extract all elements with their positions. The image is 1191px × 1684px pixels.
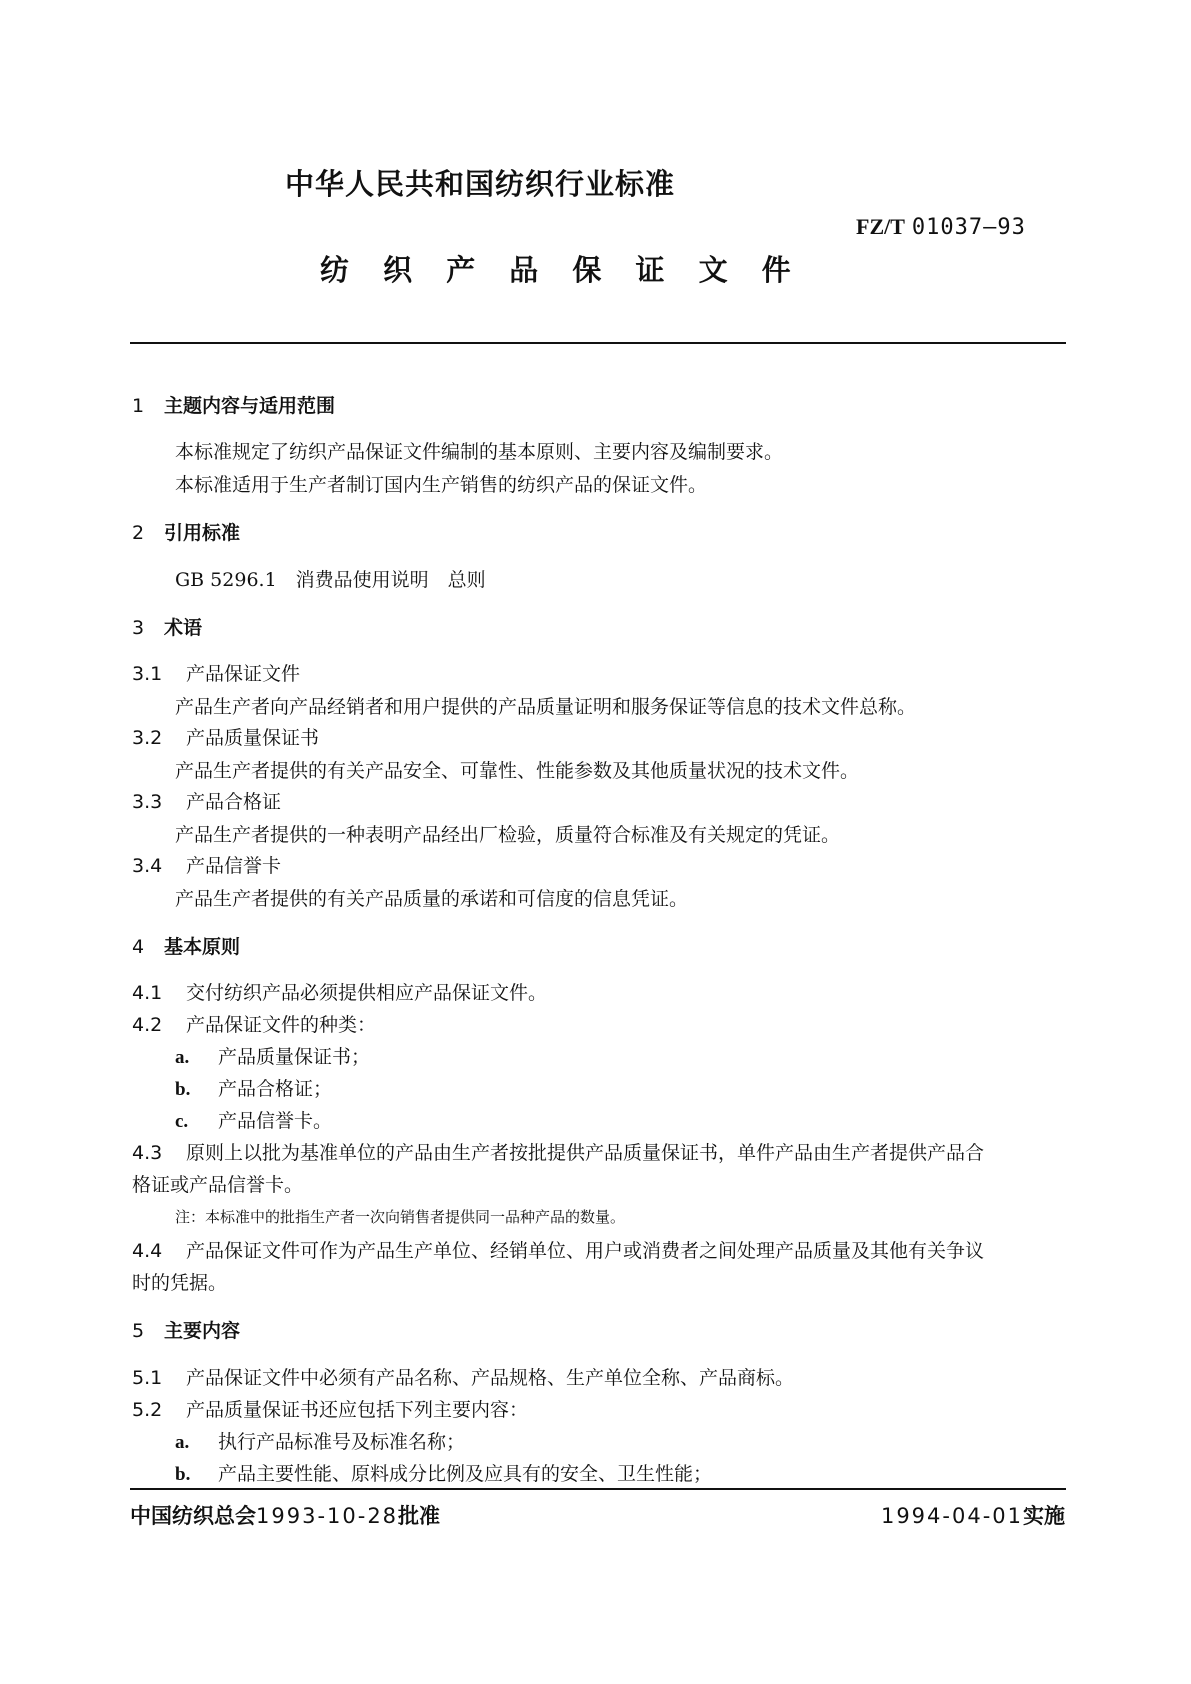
list-item: b. 产品合格证；: [175, 1078, 333, 1100]
effective-date: 1994-04-01: [880, 1504, 1023, 1528]
clause-4-3: 4.3 原则上以批为基准单位的产品由生产者按批提供产品质量保证书，单件产品由生产者提供产品合: [132, 1142, 985, 1164]
clause-3-2-definition: 产品生产者提供的有关产品安全、可靠性、性能参数及其他质量状况的技术文件。: [175, 760, 860, 782]
footer-divider: [130, 1488, 1066, 1490]
effective-line: 1994-04-01实施: [880, 1504, 1065, 1528]
clause-3-2-term: 3.2 产品质量保证书: [132, 727, 320, 749]
clause-5-1: 5.1 产品保证文件中必须有产品名称、产品规格、生产单位全称、产品商标。: [132, 1367, 795, 1389]
clause-4-4-continuation: 时的凭据。: [132, 1272, 228, 1294]
standard-code-number: 01037—93: [911, 215, 1026, 240]
list-item: c. 产品信誉卡。: [175, 1110, 333, 1132]
header-divider: [130, 342, 1066, 344]
section-4-heading: 4 基本原则: [132, 936, 241, 958]
clause-4-3-continuation: 格证或产品信誉卡。: [132, 1174, 304, 1196]
clause-5-2: 5.2 产品质量保证书还应包括下列主要内容：: [132, 1399, 529, 1421]
clause-3-3-definition: 产品生产者提供的一种表明产品经出厂检验，质量符合标准及有关规定的凭证。: [175, 824, 841, 846]
referenced-standard: GB 5296.1 消费品使用说明 总则: [175, 569, 486, 591]
clause-4-1: 4.1 交付纺织产品必须提供相应产品保证文件。: [132, 982, 548, 1004]
clause-4-2: 4.2 产品保证文件的种类：: [132, 1014, 377, 1036]
approver: 中国纺织总会: [130, 1504, 256, 1528]
list-item: a. 执行产品标准号及标准名称；: [175, 1431, 466, 1453]
section-1-paragraph-1: 本标准规定了纺织产品保证文件编制的基本原则、主要内容及编制要求。: [175, 441, 784, 463]
clause-4-3-note: 注：本标准中的批指生产者一次向销售者提供同一品种产品的数量。: [175, 1208, 626, 1226]
list-item: a. 产品质量保证书；: [175, 1046, 371, 1068]
section-1-paragraph-2: 本标准适用于生产者制订国内生产销售的纺织产品的保证文件。: [175, 474, 708, 496]
clause-3-4-term: 3.4 产品信誉卡: [132, 855, 282, 877]
standard-code-prefix: FZ/T: [856, 214, 905, 239]
issuing-organization: 中华人民共和国纺织行业标准: [285, 167, 676, 201]
section-5-heading: 5 主要内容: [132, 1320, 241, 1342]
clause-3-1-definition: 产品生产者向产品经销者和用户提供的产品质量证明和服务保证等信息的技术文件总称。: [175, 696, 917, 718]
standard-code: [856, 214, 1026, 240]
approval-line: 中国纺织总会1993-10-28批准: [130, 1504, 441, 1528]
clause-4-4: 4.4 产品保证文件可作为产品生产单位、经销单位、用户或消费者之间处理产品质量及其他有关争议: [132, 1240, 985, 1262]
clause-3-4-definition: 产品生产者提供的有关产品质量的承诺和可信度的信息凭证。: [175, 888, 689, 910]
section-2-heading: 2 引用标准: [132, 522, 241, 544]
section-3-heading: 3 术语: [132, 617, 203, 639]
document-title: 纺 织 产 品 保 证 文 件: [320, 253, 803, 287]
list-item: b. 产品主要性能、原料成分比例及应具有的安全、卫生性能；: [175, 1463, 713, 1485]
clause-3-3-term: 3.3 产品合格证: [132, 791, 282, 813]
clause-3-1-term: 3.1 产品保证文件: [132, 663, 301, 685]
approval-date: 1993-10-28: [256, 1504, 399, 1528]
section-1-heading: 1 主题内容与适用范围: [132, 395, 336, 417]
